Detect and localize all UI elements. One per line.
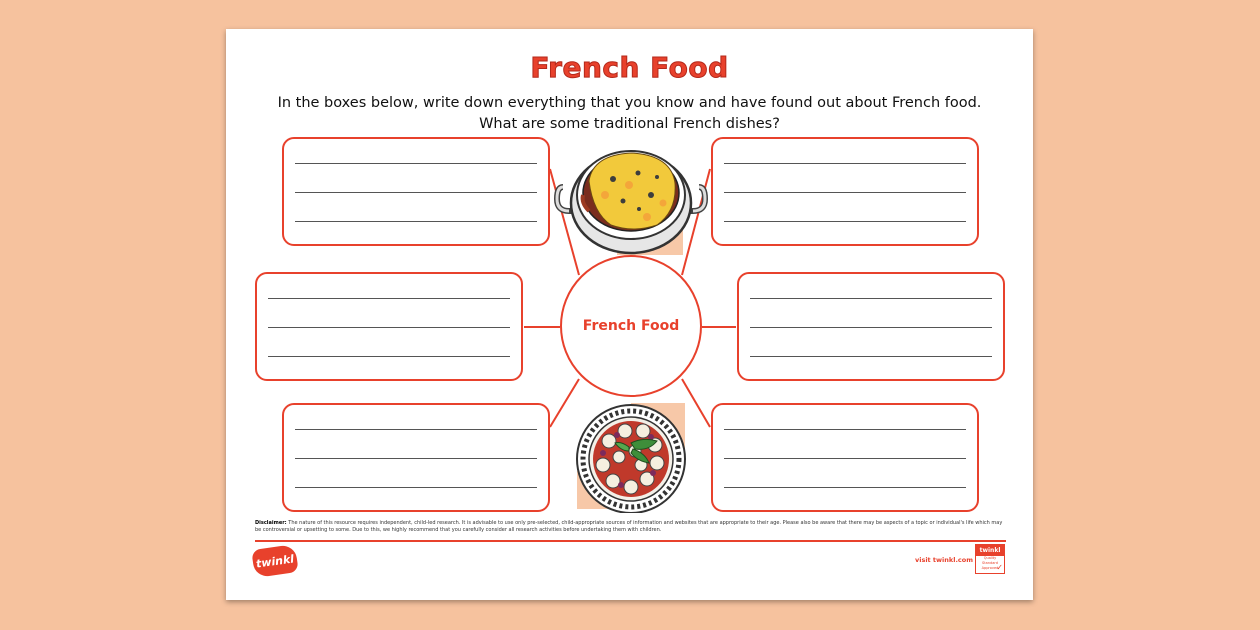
writing-box-top-left[interactable]	[282, 137, 550, 246]
check-icon: ✓	[996, 563, 1003, 572]
writing-line	[724, 221, 966, 222]
writing-line	[724, 458, 966, 459]
worksheet-page	[226, 29, 1033, 600]
writing-line	[295, 458, 537, 459]
writing-line	[268, 356, 510, 357]
disclaimer-text: The nature of this resource requires independent, child-led research. It is advisable to use only pre-selected, child-appropriate sources of information and websites that are appropriate to their age. Please also be aware that there may be aspects of a topic or individual's life which may be controversial or upsetting to some. Due to this, we highly recommend that you carefully consider all research activities before undertaking them with children.	[255, 520, 1003, 533]
writing-line	[724, 163, 966, 164]
disclaimer-heading: Disclaimer:	[255, 520, 287, 526]
instruction-line-2: What are some traditional French dishes?	[479, 116, 780, 132]
ratatouille-dish-icon	[573, 401, 689, 513]
writing-line	[750, 327, 992, 328]
center-topic-circle	[560, 255, 702, 397]
writing-line	[750, 356, 992, 357]
quality-badge-icon	[975, 544, 1005, 574]
writing-line	[724, 192, 966, 193]
writing-box-top-right[interactable]	[711, 137, 979, 246]
worksheet-title: French Food	[530, 51, 729, 84]
gratin-dish-icon	[553, 137, 709, 257]
visit-link[interactable]: visit twinkl.com	[915, 556, 974, 564]
twinkl-logo-text: twinkl	[255, 551, 295, 571]
disclaimer	[255, 520, 1007, 534]
writing-line	[295, 429, 537, 430]
writing-line	[295, 163, 537, 164]
writing-line	[724, 487, 966, 488]
writing-box-bottom-right[interactable]	[711, 403, 979, 512]
footer-divider	[255, 540, 1006, 542]
writing-line	[295, 192, 537, 193]
writing-box-middle-left[interactable]	[255, 272, 523, 381]
badge-caption: Quality Standard Approved	[981, 556, 999, 570]
center-topic-label: French Food	[582, 318, 680, 334]
writing-line	[295, 487, 537, 488]
writing-line	[750, 298, 992, 299]
writing-line	[268, 327, 510, 328]
writing-box-middle-right[interactable]	[737, 272, 1005, 381]
writing-line	[268, 298, 510, 299]
writing-line	[724, 429, 966, 430]
instruction-line-1: In the boxes below, write down everything that you know and have found out about French food.	[277, 95, 982, 111]
writing-line	[295, 221, 537, 222]
badge-title: twinkl	[976, 545, 1004, 556]
writing-box-bottom-left[interactable]	[282, 403, 550, 512]
